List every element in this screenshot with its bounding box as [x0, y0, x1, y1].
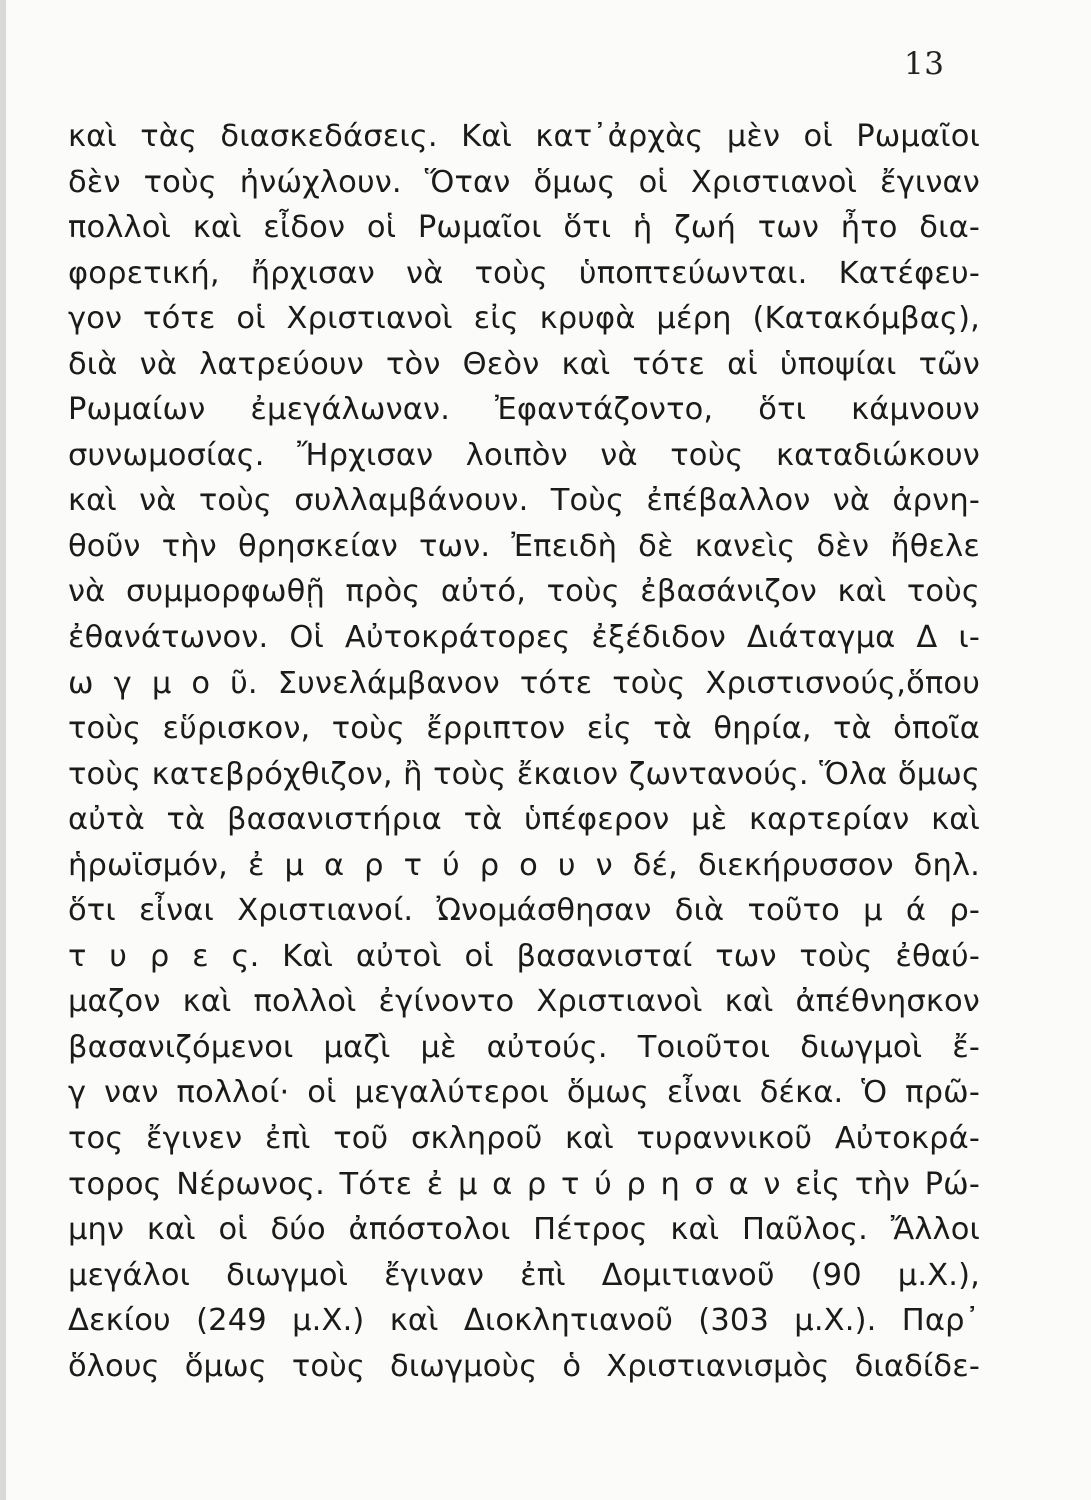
text-line: φορετική, ἤρχισαν νὰ τοὺς ὑποπτεύωνται. Κατέφευ- [68, 255, 980, 291]
text-line: ἐθανάτωνον. Οἱ Αὐτοκράτορες ἐξέδιδον Διάταγμα Δ ι- [68, 620, 980, 656]
text-line: νὰ συμμορφωθῇ πρὸς αὐτό, τοὺς ἐβασάνιζον καὶ τοὺς [68, 574, 980, 610]
text-line: Δεκίου (249 μ.Χ.) καὶ Διοκλητιανοῦ (303 μ.Χ.). Παρ᾽ [68, 1303, 980, 1339]
text-line: βασανιζόμενοι μαζὶ μὲ αὐτούς. Τοιοῦτοι διωγμοὶ ἔ- [68, 1029, 980, 1065]
text-line: ὅλους ὅμως τοὺς διωγμοὺς ὁ Χριστιανισμὸς διαδίδε- [68, 1348, 980, 1384]
text-line: μην καὶ οἱ δύο ἀπόστολοι Πέτρος καὶ Παῦλος. Ἄλλοι [68, 1212, 980, 1248]
text-line: αὐτὰ τὰ βασανιστήρια τὰ ὑπέφερον μὲ καρτερίαν καὶ [68, 802, 980, 838]
body-text [68, 114, 980, 1389]
text-line: τ υ ρ ε ς. Καὶ αὐτοὶ οἱ βασανισταί των τοὺς ἐθαύ- [68, 938, 980, 974]
text-line: καὶ νὰ τοὺς συλλαμβάνουν. Τοὺς ἐπέβαλλον νὰ ἀρνη- [68, 483, 980, 519]
text-line: γ ναν πολλοί· οἱ μεγαλύτεροι ὅμως εἶναι δέκα. Ὁ πρῶ- [68, 1075, 980, 1111]
text-line: τοὺς κατεβρόχθιζον, ἢ τοὺς ἔκαιον ζωντανούς. Ὅλα ὅμως [68, 756, 980, 792]
page-number: 13 [904, 46, 945, 82]
text-line: δὲν τοὺς ἠνώχλουν. Ὅταν ὅμως οἱ Χριστιανοὶ ἔγιναν [68, 164, 980, 200]
text-line: τος ἔγινεν ἐπὶ τοῦ σκληροῦ καὶ τυραννικοῦ Αὐτοκρά- [68, 1121, 980, 1157]
text-line: καὶ τὰς διασκεδάσεις. Καὶ κατ᾽ἀρχὰς μὲν οἱ Ρωμαῖοι [68, 119, 980, 154]
text-line: μαζον καὶ πολλοὶ ἐγίνοντο Χριστιανοὶ καὶ ἀπέθνησκον [68, 984, 980, 1020]
text-line: τορος Νέρωνος. Τότε ἐ μ α ρ τ ύ ρ η σ α ν εἰς τὴν Ρώ- [68, 1166, 980, 1202]
text-line: ὅτι εἶναι Χριστιανοί. Ὠνομάσθησαν διὰ τοῦτο μ ά ρ- [68, 893, 980, 929]
text-line: θοῦν τὴν θρησκείαν των. Ἐπειδὴ δὲ κανεὶς δὲν ἤθελε [68, 528, 980, 564]
text-line: ω γ μ ο ῦ. Συνελάμβανον τότε τοὺς Χριστισνούς,ὅπου [68, 665, 980, 701]
text-line: Ρωμαίων ἐμεγάλωναν. Ἐφαντάζοντο, ὅτι κάμνουν [68, 392, 980, 428]
text-line: μεγάλοι διωγμοὶ ἔγιναν ἐπὶ Δομιτιανοῦ (90 μ.Χ.), [68, 1257, 980, 1293]
text-line: συνωμοσίας. Ἤρχισαν λοιπὸν νὰ τοὺς καταδιώκουν [68, 437, 980, 473]
text-line: τοὺς εὕρισκον, τοὺς ἔρριπτον εἰς τὰ θηρία, τὰ ὁποῖα [68, 711, 980, 747]
text-line: πολλοὶ καὶ εἶδον οἱ Ρωμαῖοι ὅτι ἡ ζωή των ἦτο δια- [68, 210, 980, 246]
text-line: διὰ νὰ λατρεύουν τὸν Θεὸν καὶ τότε αἱ ὑποψίαι τῶν [68, 346, 980, 382]
text-line: ἡρωϊσμόν, ἐ μ α ρ τ ύ ρ ο υ ν δέ, διεκήρυσσον δηλ. [68, 847, 980, 883]
text-line: γον τότε οἱ Χριστιανοὶ εἰς κρυφὰ μέρη (Κατακόμβας), [68, 301, 980, 337]
